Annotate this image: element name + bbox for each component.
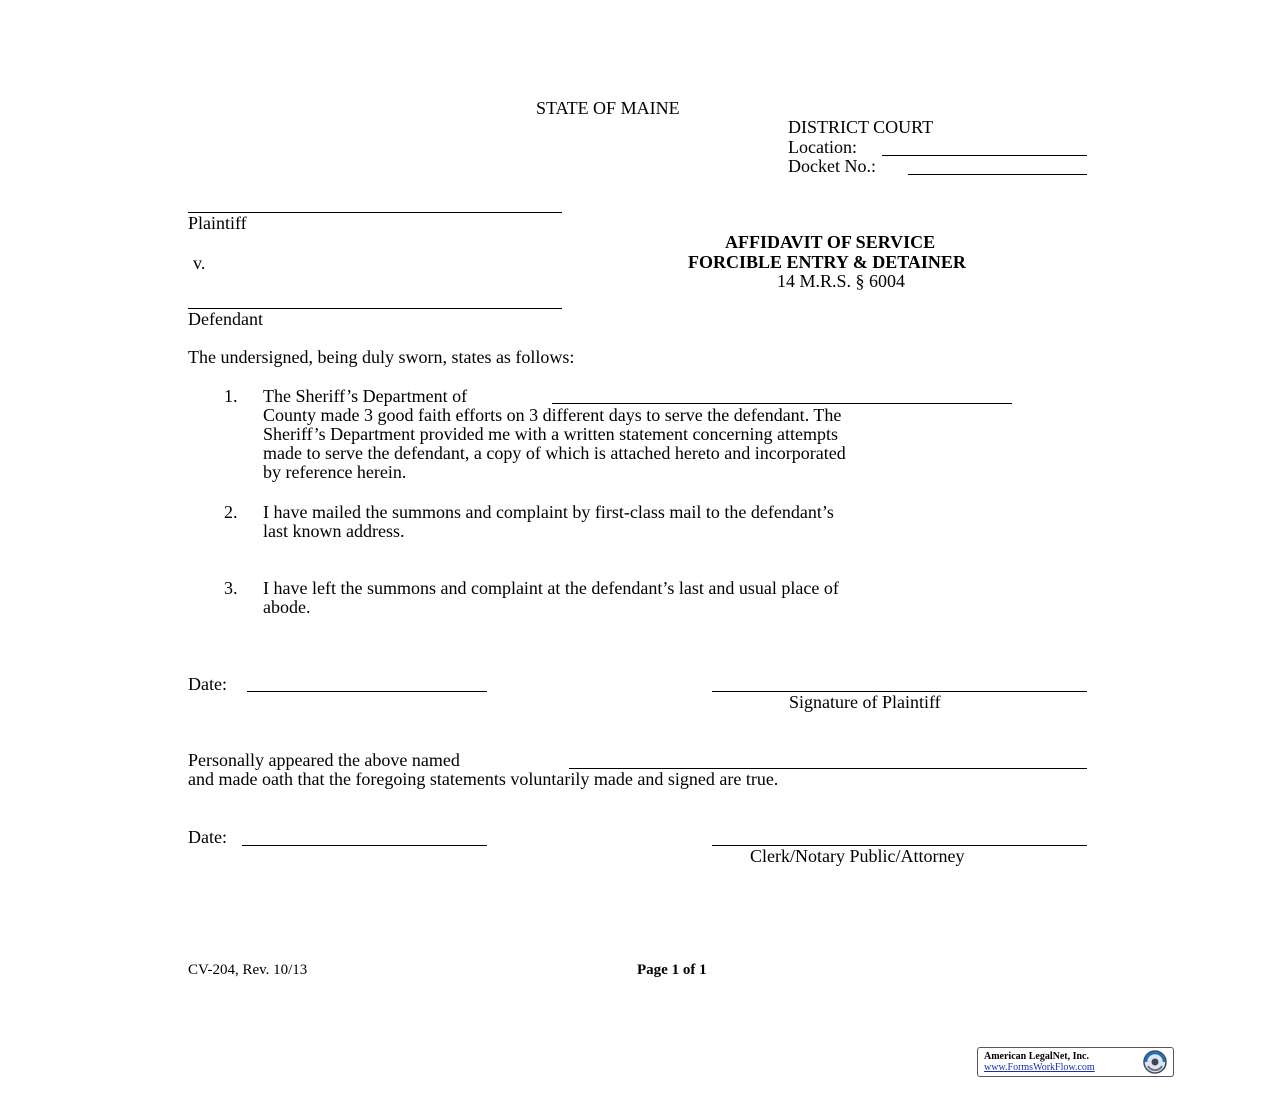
signature-date-label: Date: <box>188 674 227 694</box>
item-number: 2. <box>224 502 238 522</box>
location-label: Location: <box>788 137 857 157</box>
item-line: last known address. <box>263 521 405 541</box>
notary-date-field[interactable] <box>242 845 487 846</box>
oath-line-1: Personally appeared the above named <box>188 750 460 770</box>
plaintiff-label: Plaintiff <box>188 213 247 233</box>
form-id: CV-204, Rev. 10/13 <box>188 962 308 978</box>
globe-logo-icon <box>1136 1049 1170 1075</box>
notary-date-label: Date: <box>188 827 227 847</box>
location-field[interactable] <box>882 155 1087 156</box>
intro-text: The undersigned, being duly sworn, states as follows: <box>188 347 575 367</box>
docket-field[interactable] <box>908 174 1087 175</box>
legalnet-badge[interactable] <box>977 1047 1174 1077</box>
clerk-signature-label: Clerk/Notary Public/Attorney <box>750 846 965 866</box>
item-line: County made 3 good faith efforts on 3 different days to serve the defendant. The <box>263 405 842 425</box>
item-line: by reference herein. <box>263 462 407 482</box>
signature-date-field[interactable] <box>247 691 487 692</box>
versus-label: v. <box>193 253 206 273</box>
state-heading: STATE OF MAINE <box>536 98 680 118</box>
item-number: 3. <box>224 578 238 598</box>
page-number: Page 1 of 1 <box>637 962 707 978</box>
item-number: 1. <box>224 386 238 406</box>
item-line: abode. <box>263 597 311 617</box>
document-title: AFFIDAVIT OF SERVICE <box>725 232 936 252</box>
item-line: The Sheriff’s Department of <box>263 386 468 406</box>
county-field[interactable] <box>552 403 1012 404</box>
item-line: I have mailed the summons and complaint by first-class mail to the defendant’s <box>263 502 834 522</box>
badge-website-link[interactable]: www.FormsWorkFlow.com <box>984 1062 1095 1073</box>
item-line: Sheriff’s Department provided me with a written statement concerning attempts <box>263 424 838 444</box>
oath-line-2: and made oath that the foregoing statements voluntarily made and signed are true. <box>188 769 779 789</box>
item-line: I have left the summons and complaint at the defendant’s last and usual place of <box>263 578 839 598</box>
statute-reference: 14 M.R.S. § 6004 <box>777 271 906 291</box>
badge-company: American LegalNet, Inc. <box>984 1051 1089 1062</box>
plaintiff-signature-label: Signature of Plaintiff <box>789 692 941 712</box>
defendant-label: Defendant <box>188 309 263 329</box>
docket-label: Docket No.: <box>788 156 876 176</box>
document-subtitle: FORCIBLE ENTRY & DETAINER <box>688 252 966 272</box>
court-heading: DISTRICT COURT <box>788 117 934 137</box>
item-line: made to serve the defendant, a copy of which is attached hereto and incorporated <box>263 443 846 463</box>
